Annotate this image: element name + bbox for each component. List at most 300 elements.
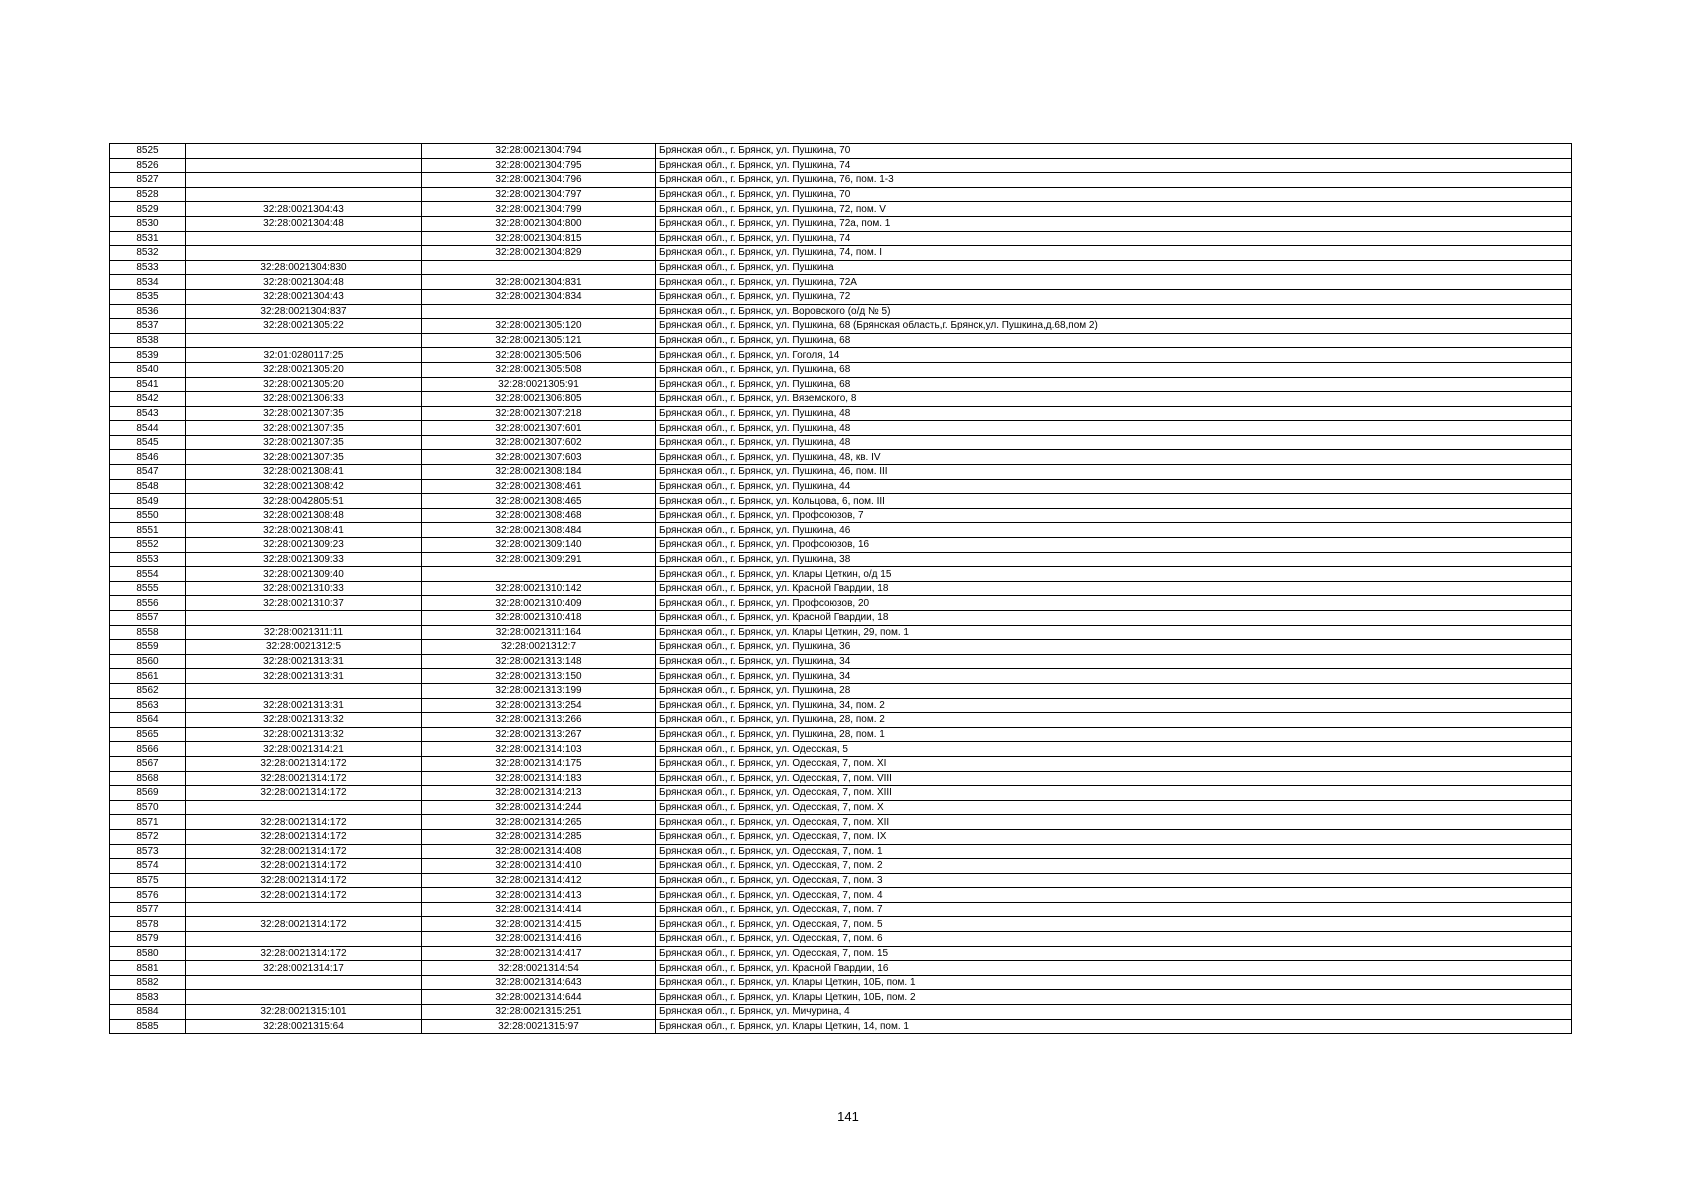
table-row xyxy=(110,494,1572,509)
row-number-cell: 8548 xyxy=(110,479,186,494)
object-cadastral-cell xyxy=(422,260,656,275)
row-number-cell: 8572 xyxy=(110,829,186,844)
object-cadastral-cell: 32:28:0021314:408 xyxy=(422,844,656,859)
object-cadastral-cell: 32:28:0021314:643 xyxy=(422,975,656,990)
row-number-cell: 8563 xyxy=(110,698,186,713)
object-cadastral-cell: 32:28:0021308:465 xyxy=(422,494,656,509)
table-row xyxy=(110,917,1572,932)
table-row xyxy=(110,742,1572,757)
address-cell: Брянская обл., г. Брянск, ул. Гоголя, 14 xyxy=(656,348,1572,363)
land-cadastral-cell: 32:28:0021315:64 xyxy=(186,1019,422,1034)
row-number-cell: 8578 xyxy=(110,917,186,932)
table-row xyxy=(110,713,1572,728)
table-row xyxy=(110,902,1572,917)
land-cadastral-cell: 32:28:0021312:5 xyxy=(186,640,422,655)
land-cadastral-cell: 32:28:0021315:101 xyxy=(186,1005,422,1020)
row-number-cell: 8557 xyxy=(110,611,186,626)
object-cadastral-cell: 32:28:0021310:409 xyxy=(422,596,656,611)
land-cadastral-cell: 32:28:0042805:51 xyxy=(186,494,422,509)
land-cadastral-cell xyxy=(186,990,422,1005)
table-row xyxy=(110,406,1572,421)
address-cell: Брянская обл., г. Брянск, ул. Одесская, 7, пом. 1 xyxy=(656,844,1572,859)
land-cadastral-cell: 32:01:0280117:25 xyxy=(186,348,422,363)
row-number-cell: 8525 xyxy=(110,144,186,159)
row-number-cell: 8538 xyxy=(110,333,186,348)
address-cell: Брянская обл., г. Брянск, ул. Одесская, 7, пом. XI xyxy=(656,756,1572,771)
row-number-cell: 8547 xyxy=(110,465,186,480)
table-row xyxy=(110,756,1572,771)
table-row xyxy=(110,231,1572,246)
table-row xyxy=(110,1005,1572,1020)
row-number-cell: 8532 xyxy=(110,246,186,261)
object-cadastral-cell: 32:28:0021304:796 xyxy=(422,173,656,188)
address-cell: Брянская обл., г. Брянск, ул. Мичурина, 4 xyxy=(656,1005,1572,1020)
row-number-cell: 8553 xyxy=(110,552,186,567)
table-row xyxy=(110,844,1572,859)
row-number-cell: 8541 xyxy=(110,377,186,392)
address-cell: Брянская обл., г. Брянск, ул. Одесская, 7, пом. 3 xyxy=(656,873,1572,888)
land-cadastral-cell xyxy=(186,333,422,348)
object-cadastral-cell: 32:28:0021305:506 xyxy=(422,348,656,363)
land-cadastral-cell: 32:28:0021306:33 xyxy=(186,392,422,407)
row-number-cell: 8528 xyxy=(110,187,186,202)
land-cadastral-cell: 32:28:0021305:20 xyxy=(186,362,422,377)
address-cell: Брянская обл., г. Брянск, ул. Пушкина, 68 xyxy=(656,377,1572,392)
land-cadastral-cell xyxy=(186,800,422,815)
table-row xyxy=(110,990,1572,1005)
address-cell: Брянская обл., г. Брянск, ул. Пушкина, 34 xyxy=(656,654,1572,669)
address-cell: Брянская обл., г. Брянск, ул. Пушкина, 72А xyxy=(656,275,1572,290)
address-cell: Брянская обл., г. Брянск, ул. Пушкина, 74 xyxy=(656,158,1572,173)
address-cell: Брянская обл., г. Брянск, ул. Пушкина, 46, пом. III xyxy=(656,465,1572,480)
table-row xyxy=(110,1019,1572,1034)
land-cadastral-cell: 32:28:0021313:32 xyxy=(186,713,422,728)
table-row xyxy=(110,392,1572,407)
address-cell: Брянская обл., г. Брянск, ул. Красной Гвардии, 16 xyxy=(656,961,1572,976)
address-cell: Брянская обл., г. Брянск, ул. Одесская, 7, пом. X xyxy=(656,800,1572,815)
table-row xyxy=(110,975,1572,990)
land-cadastral-cell xyxy=(186,231,422,246)
address-cell: Брянская обл., г. Брянск, ул. Клары Цеткин, о/д 15 xyxy=(656,567,1572,582)
object-cadastral-cell: 32:28:0021310:418 xyxy=(422,611,656,626)
table-row xyxy=(110,859,1572,874)
table-row xyxy=(110,961,1572,976)
land-cadastral-cell: 32:28:0021310:37 xyxy=(186,596,422,611)
address-cell: Брянская обл., г. Брянск, ул. Пушкина, 28, пом. 1 xyxy=(656,727,1572,742)
land-cadastral-cell: 32:28:0021313:31 xyxy=(186,698,422,713)
row-number-cell: 8529 xyxy=(110,202,186,217)
table-row xyxy=(110,465,1572,480)
land-cadastral-cell: 32:28:0021313:31 xyxy=(186,669,422,684)
table-row xyxy=(110,727,1572,742)
land-cadastral-cell xyxy=(186,173,422,188)
row-number-cell: 8542 xyxy=(110,392,186,407)
land-cadastral-cell: 32:28:0021308:41 xyxy=(186,465,422,480)
table-row xyxy=(110,654,1572,669)
land-cadastral-cell: 32:28:0021314:21 xyxy=(186,742,422,757)
object-cadastral-cell: 32:28:0021308:184 xyxy=(422,465,656,480)
land-cadastral-cell: 32:28:0021304:48 xyxy=(186,275,422,290)
land-cadastral-cell: 32:28:0021304:830 xyxy=(186,260,422,275)
row-number-cell: 8560 xyxy=(110,654,186,669)
row-number-cell: 8567 xyxy=(110,756,186,771)
address-cell: Брянская обл., г. Брянск, ул. Профсоюзов, 20 xyxy=(656,596,1572,611)
table-row xyxy=(110,275,1572,290)
address-cell: Брянская обл., г. Брянск, ул. Одесская, 7, пом. XIII xyxy=(656,786,1572,801)
land-cadastral-cell xyxy=(186,902,422,917)
row-number-cell: 8584 xyxy=(110,1005,186,1020)
land-cadastral-cell: 32:28:0021314:172 xyxy=(186,888,422,903)
land-cadastral-cell: 32:28:0021309:40 xyxy=(186,567,422,582)
land-cadastral-cell xyxy=(186,611,422,626)
land-cadastral-cell: 32:28:0021314:172 xyxy=(186,946,422,961)
row-number-cell: 8577 xyxy=(110,902,186,917)
address-cell: Брянская обл., г. Брянск, ул. Пушкина, 46 xyxy=(656,523,1572,538)
object-cadastral-cell: 32:28:0021304:831 xyxy=(422,275,656,290)
land-cadastral-cell: 32:28:0021314:172 xyxy=(186,859,422,874)
land-cadastral-cell: 32:28:0021314:17 xyxy=(186,961,422,976)
table-row xyxy=(110,508,1572,523)
row-number-cell: 8554 xyxy=(110,567,186,582)
table-row xyxy=(110,596,1572,611)
object-cadastral-cell: 32:28:0021314:415 xyxy=(422,917,656,932)
land-cadastral-cell: 32:28:0021304:837 xyxy=(186,304,422,319)
table-row xyxy=(110,552,1572,567)
table-row xyxy=(110,669,1572,684)
row-number-cell: 8546 xyxy=(110,450,186,465)
address-cell: Брянская обл., г. Брянск, ул. Одесская, 7, пом. 7 xyxy=(656,902,1572,917)
table-body xyxy=(110,144,1572,1034)
land-cadastral-cell: 32:28:0021307:35 xyxy=(186,406,422,421)
address-cell: Брянская обл., г. Брянск, ул. Кольцова, 6, пом. III xyxy=(656,494,1572,509)
address-cell: Брянская обл., г. Брянск, ул. Пушкина, 48 xyxy=(656,406,1572,421)
address-cell: Брянская обл., г. Брянск, ул. Пушкина, 34, пом. 2 xyxy=(656,698,1572,713)
object-cadastral-cell: 32:28:0021313:148 xyxy=(422,654,656,669)
object-cadastral-cell: 32:28:0021304:829 xyxy=(422,246,656,261)
row-number-cell: 8543 xyxy=(110,406,186,421)
address-cell: Брянская обл., г. Брянск, ул. Пушкина, 74, пом. I xyxy=(656,246,1572,261)
table-row xyxy=(110,932,1572,947)
object-cadastral-cell: 32:28:0021312:7 xyxy=(422,640,656,655)
row-number-cell: 8539 xyxy=(110,348,186,363)
table-row xyxy=(110,260,1572,275)
object-cadastral-cell: 32:28:0021314:285 xyxy=(422,829,656,844)
row-number-cell: 8544 xyxy=(110,421,186,436)
land-cadastral-cell: 32:28:0021314:172 xyxy=(186,815,422,830)
object-cadastral-cell xyxy=(422,304,656,319)
table-row xyxy=(110,144,1572,159)
address-cell: Брянская обл., г. Брянск, ул. Одесская, 7, пом. XII xyxy=(656,815,1572,830)
row-number-cell: 8531 xyxy=(110,231,186,246)
row-number-cell: 8565 xyxy=(110,727,186,742)
object-cadastral-cell: 32:28:0021310:142 xyxy=(422,581,656,596)
land-cadastral-cell: 32:28:0021313:31 xyxy=(186,654,422,669)
object-cadastral-cell: 32:28:0021314:644 xyxy=(422,990,656,1005)
address-cell: Брянская обл., г. Брянск, ул. Пушкина, 76, пом. 1-3 xyxy=(656,173,1572,188)
table-row xyxy=(110,435,1572,450)
address-cell: Брянская обл., г. Брянск, ул. Пушкина, 68 xyxy=(656,333,1572,348)
row-number-cell: 8566 xyxy=(110,742,186,757)
object-cadastral-cell: 32:28:0021304:794 xyxy=(422,144,656,159)
object-cadastral-cell: 32:28:0021314:412 xyxy=(422,873,656,888)
address-cell: Брянская обл., г. Брянск, ул. Одесская, 7, пом. 2 xyxy=(656,859,1572,874)
object-cadastral-cell: 32:28:0021314:103 xyxy=(422,742,656,757)
land-cadastral-cell xyxy=(186,683,422,698)
object-cadastral-cell: 32:28:0021313:254 xyxy=(422,698,656,713)
table-row xyxy=(110,246,1572,261)
object-cadastral-cell: 32:28:0021309:291 xyxy=(422,552,656,567)
object-cadastral-cell: 32:28:0021305:91 xyxy=(422,377,656,392)
object-cadastral-cell: 32:28:0021308:468 xyxy=(422,508,656,523)
row-number-cell: 8540 xyxy=(110,362,186,377)
land-cadastral-cell: 32:28:0021314:172 xyxy=(186,756,422,771)
object-cadastral-cell: 32:28:0021307:603 xyxy=(422,450,656,465)
row-number-cell: 8570 xyxy=(110,800,186,815)
row-number-cell: 8527 xyxy=(110,173,186,188)
address-cell: Брянская обл., г. Брянск, ул. Пушкина, 68 xyxy=(656,362,1572,377)
row-number-cell: 8561 xyxy=(110,669,186,684)
table-row xyxy=(110,216,1572,231)
row-number-cell: 8573 xyxy=(110,844,186,859)
land-cadastral-cell: 32:28:0021307:35 xyxy=(186,435,422,450)
object-cadastral-cell: 32:28:0021314:244 xyxy=(422,800,656,815)
address-cell: Брянская обл., г. Брянск, ул. Пушкина, 72 xyxy=(656,289,1572,304)
address-cell: Брянская обл., г. Брянск, ул. Одесская, 7, пом. 5 xyxy=(656,917,1572,932)
table-row xyxy=(110,158,1572,173)
row-number-cell: 8550 xyxy=(110,508,186,523)
row-number-cell: 8571 xyxy=(110,815,186,830)
object-cadastral-cell: 32:28:0021305:120 xyxy=(422,319,656,334)
land-cadastral-cell: 32:28:0021307:35 xyxy=(186,450,422,465)
object-cadastral-cell: 32:28:0021314:265 xyxy=(422,815,656,830)
table-row xyxy=(110,640,1572,655)
address-cell: Брянская обл., г. Брянск, ул. Одесская, 5 xyxy=(656,742,1572,757)
land-cadastral-cell: 32:28:0021314:172 xyxy=(186,873,422,888)
address-cell: Брянская обл., г. Брянск, ул. Клары Цеткин, 29, пом. 1 xyxy=(656,625,1572,640)
table-row xyxy=(110,319,1572,334)
row-number-cell: 8533 xyxy=(110,260,186,275)
land-cadastral-cell xyxy=(186,975,422,990)
land-cadastral-cell: 32:28:0021309:33 xyxy=(186,552,422,567)
table-row xyxy=(110,611,1572,626)
address-cell: Брянская обл., г. Брянск, ул. Пушкина, 36 xyxy=(656,640,1572,655)
row-number-cell: 8568 xyxy=(110,771,186,786)
table-row xyxy=(110,771,1572,786)
land-cadastral-cell: 32:28:0021309:23 xyxy=(186,538,422,553)
object-cadastral-cell: 32:28:0021311:164 xyxy=(422,625,656,640)
address-cell: Брянская обл., г. Брянск, ул. Пушкина, 44 xyxy=(656,479,1572,494)
land-cadastral-cell: 32:28:0021305:20 xyxy=(186,377,422,392)
address-cell: Брянская обл., г. Брянск, ул. Красной Гвардии, 18 xyxy=(656,581,1572,596)
row-number-cell: 8579 xyxy=(110,932,186,947)
land-cadastral-cell: 32:28:0021314:172 xyxy=(186,844,422,859)
address-cell: Брянская обл., г. Брянск, ул. Пушкина, 68 (Брянская область,г. Брянск,ул. Пушкина,д.68,пом 2) xyxy=(656,319,1572,334)
row-number-cell: 8552 xyxy=(110,538,186,553)
address-cell: Брянская обл., г. Брянск, ул. Пушкина, 48 xyxy=(656,421,1572,436)
land-cadastral-cell: 32:28:0021304:48 xyxy=(186,216,422,231)
object-cadastral-cell: 32:28:0021304:797 xyxy=(422,187,656,202)
row-number-cell: 8534 xyxy=(110,275,186,290)
land-cadastral-cell: 32:28:0021308:42 xyxy=(186,479,422,494)
land-cadastral-cell: 32:28:0021308:48 xyxy=(186,508,422,523)
row-number-cell: 8551 xyxy=(110,523,186,538)
land-cadastral-cell xyxy=(186,187,422,202)
address-cell: Брянская обл., г. Брянск, ул. Профсоюзов, 7 xyxy=(656,508,1572,523)
land-cadastral-cell: 32:28:0021314:172 xyxy=(186,786,422,801)
table-row xyxy=(110,377,1572,392)
row-number-cell: 8580 xyxy=(110,946,186,961)
table-row xyxy=(110,362,1572,377)
land-cadastral-cell: 32:28:0021304:43 xyxy=(186,289,422,304)
address-cell: Брянская обл., г. Брянск, ул. Пушкина, 28 xyxy=(656,683,1572,698)
row-number-cell: 8574 xyxy=(110,859,186,874)
land-cadastral-cell: 32:28:0021313:32 xyxy=(186,727,422,742)
object-cadastral-cell: 32:28:0021314:213 xyxy=(422,786,656,801)
table-row xyxy=(110,625,1572,640)
object-cadastral-cell: 32:28:0021313:199 xyxy=(422,683,656,698)
object-cadastral-cell: 32:28:0021304:799 xyxy=(422,202,656,217)
address-cell: Брянская обл., г. Брянск, ул. Пушкина, 72, пом. V xyxy=(656,202,1572,217)
table-row xyxy=(110,523,1572,538)
object-cadastral-cell: 32:28:0021314:410 xyxy=(422,859,656,874)
table-row xyxy=(110,946,1572,961)
land-cadastral-cell: 32:28:0021307:35 xyxy=(186,421,422,436)
row-number-cell: 8562 xyxy=(110,683,186,698)
object-cadastral-cell: 32:28:0021314:417 xyxy=(422,946,656,961)
address-cell: Брянская обл., г. Брянск, ул. Одесская, 7, пом. IX xyxy=(656,829,1572,844)
land-cadastral-cell: 32:28:0021314:172 xyxy=(186,829,422,844)
object-cadastral-cell: 32:28:0021306:805 xyxy=(422,392,656,407)
row-number-cell: 8575 xyxy=(110,873,186,888)
address-cell: Брянская обл., г. Брянск, ул. Клары Цеткин, 10Б, пом. 2 xyxy=(656,990,1572,1005)
object-cadastral-cell: 32:28:0021304:834 xyxy=(422,289,656,304)
object-cadastral-cell: 32:28:0021309:140 xyxy=(422,538,656,553)
object-cadastral-cell: 32:28:0021314:54 xyxy=(422,961,656,976)
land-cadastral-cell: 32:28:0021314:172 xyxy=(186,917,422,932)
table-row xyxy=(110,815,1572,830)
object-cadastral-cell: 32:28:0021305:121 xyxy=(422,333,656,348)
address-cell: Брянская обл., г. Брянск, ул. Пушкина, 34 xyxy=(656,669,1572,684)
address-cell: Брянская обл., г. Брянск, ул. Воровского (о/д № 5) xyxy=(656,304,1572,319)
object-cadastral-cell: 32:28:0021305:508 xyxy=(422,362,656,377)
address-cell: Брянская обл., г. Брянск, ул. Пушкина, 72а, пом. 1 xyxy=(656,216,1572,231)
address-cell: Брянская обл., г. Брянск, ул. Пушкина, 28, пом. 2 xyxy=(656,713,1572,728)
row-number-cell: 8558 xyxy=(110,625,186,640)
land-cadastral-cell xyxy=(186,144,422,159)
address-cell: Брянская обл., г. Брянск, ул. Профсоюзов, 16 xyxy=(656,538,1572,553)
row-number-cell: 8530 xyxy=(110,216,186,231)
row-number-cell: 8556 xyxy=(110,596,186,611)
address-cell: Брянская обл., г. Брянск, ул. Одесская, 7, пом. 4 xyxy=(656,888,1572,903)
address-cell: Брянская обл., г. Брянск, ул. Одесская, 7, пом. 6 xyxy=(656,932,1572,947)
address-cell: Брянская обл., г. Брянск, ул. Пушкина, 38 xyxy=(656,552,1572,567)
object-cadastral-cell: 32:28:0021315:251 xyxy=(422,1005,656,1020)
table-row xyxy=(110,786,1572,801)
table-row xyxy=(110,348,1572,363)
table-row xyxy=(110,304,1572,319)
land-cadastral-cell xyxy=(186,246,422,261)
table-row xyxy=(110,450,1572,465)
address-cell: Брянская обл., г. Брянск, ул. Пушкина, 74 xyxy=(656,231,1572,246)
table-row xyxy=(110,479,1572,494)
object-cadastral-cell: 32:28:0021308:484 xyxy=(422,523,656,538)
object-cadastral-cell: 32:28:0021304:795 xyxy=(422,158,656,173)
address-cell: Брянская обл., г. Брянск, ул. Пушкина xyxy=(656,260,1572,275)
row-number-cell: 8555 xyxy=(110,581,186,596)
row-number-cell: 8582 xyxy=(110,975,186,990)
land-cadastral-cell xyxy=(186,158,422,173)
table-row xyxy=(110,421,1572,436)
object-cadastral-cell: 32:28:0021314:175 xyxy=(422,756,656,771)
row-number-cell: 8569 xyxy=(110,786,186,801)
row-number-cell: 8537 xyxy=(110,319,186,334)
row-number-cell: 8549 xyxy=(110,494,186,509)
table-row xyxy=(110,567,1572,582)
object-cadastral-cell: 32:28:0021313:267 xyxy=(422,727,656,742)
row-number-cell: 8581 xyxy=(110,961,186,976)
object-cadastral-cell: 32:28:0021307:601 xyxy=(422,421,656,436)
address-cell: Брянская обл., г. Брянск, ул. Красной Гвардии, 18 xyxy=(656,611,1572,626)
table-row xyxy=(110,683,1572,698)
object-cadastral-cell: 32:28:0021314:414 xyxy=(422,902,656,917)
address-cell: Брянская обл., г. Брянск, ул. Пушкина, 48 xyxy=(656,435,1572,450)
cadastral-table xyxy=(109,143,1572,1034)
page-number: 141 xyxy=(837,1109,859,1124)
table-row xyxy=(110,289,1572,304)
land-cadastral-cell: 32:28:0021310:33 xyxy=(186,581,422,596)
land-cadastral-cell: 32:28:0021304:43 xyxy=(186,202,422,217)
table-row xyxy=(110,187,1572,202)
address-cell: Брянская обл., г. Брянск, ул. Пушкина, 70 xyxy=(656,144,1572,159)
table-row xyxy=(110,333,1572,348)
address-cell: Брянская обл., г. Брянск, ул. Пушкина, 70 xyxy=(656,187,1572,202)
row-number-cell: 8535 xyxy=(110,289,186,304)
row-number-cell: 8526 xyxy=(110,158,186,173)
address-cell: Брянская обл., г. Брянск, ул. Клары Цеткин, 10Б, пом. 1 xyxy=(656,975,1572,990)
table-row xyxy=(110,698,1572,713)
table-row xyxy=(110,829,1572,844)
table-row xyxy=(110,873,1572,888)
object-cadastral-cell: 32:28:0021307:602 xyxy=(422,435,656,450)
object-cadastral-cell: 32:28:0021314:183 xyxy=(422,771,656,786)
address-cell: Брянская обл., г. Брянск, ул. Пушкина, 48, кв. IV xyxy=(656,450,1572,465)
row-number-cell: 8559 xyxy=(110,640,186,655)
address-cell: Брянская обл., г. Брянск, ул. Одесская, 7, пом. VIII xyxy=(656,771,1572,786)
table-row xyxy=(110,173,1572,188)
address-cell: Брянская обл., г. Брянск, ул. Клары Цеткин, 14, пом. 1 xyxy=(656,1019,1572,1034)
table-row xyxy=(110,202,1572,217)
address-cell: Брянская обл., г. Брянск, ул. Одесская, 7, пом. 15 xyxy=(656,946,1572,961)
object-cadastral-cell: 32:28:0021314:416 xyxy=(422,932,656,947)
table-row xyxy=(110,888,1572,903)
row-number-cell: 8576 xyxy=(110,888,186,903)
address-cell: Брянская обл., г. Брянск, ул. Вяземского, 8 xyxy=(656,392,1572,407)
object-cadastral-cell: 32:28:0021313:266 xyxy=(422,713,656,728)
table-row xyxy=(110,800,1572,815)
object-cadastral-cell xyxy=(422,567,656,582)
land-cadastral-cell: 32:28:0021311:11 xyxy=(186,625,422,640)
object-cadastral-cell: 32:28:0021314:413 xyxy=(422,888,656,903)
land-cadastral-cell: 32:28:0021314:172 xyxy=(186,771,422,786)
table-row xyxy=(110,538,1572,553)
object-cadastral-cell: 32:28:0021315:97 xyxy=(422,1019,656,1034)
object-cadastral-cell: 32:28:0021308:461 xyxy=(422,479,656,494)
object-cadastral-cell: 32:28:0021304:815 xyxy=(422,231,656,246)
row-number-cell: 8583 xyxy=(110,990,186,1005)
object-cadastral-cell: 32:28:0021304:800 xyxy=(422,216,656,231)
object-cadastral-cell: 32:28:0021313:150 xyxy=(422,669,656,684)
object-cadastral-cell: 32:28:0021307:218 xyxy=(422,406,656,421)
